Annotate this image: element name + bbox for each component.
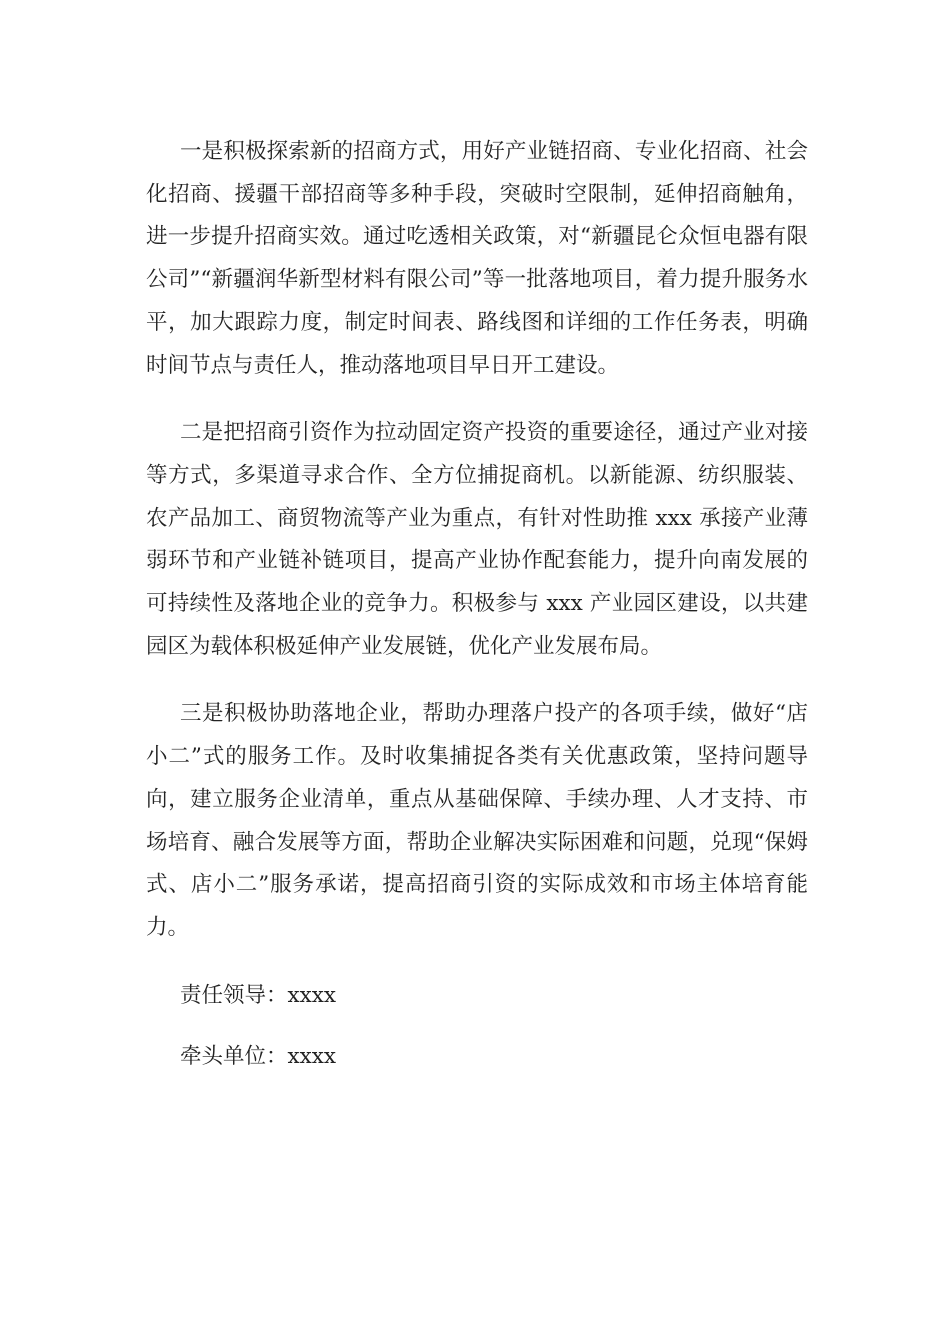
lead-unit: 牵头单位：xxxx <box>180 1044 337 1070</box>
paragraph-2: 二是把招商引资作为拉动固定资产投资的重要途径，通过产业对接等方式，多渠道寻求合作、全方位捕捉商机。以新能源、纺织服装、农产品加工、商贸物流等产业为重点，有针对性助推 xxx 承接产业薄弱环节和产业链补链项目，提高产业协作配套能力，提升向南发展的可持续性及落地企业的竞争力。积极参与 xxx 产业园区建设，以共建园区为载体积极延伸产业发展链，优化产业发展布局。 <box>146 420 808 659</box>
paragraph-3: 三是积极协助落地企业，帮助办理落户投产的各项手续，做好“店小二”式的服务工作。及时收集捕捉各类有关优惠政策，坚持问题导向，建立服务企业清单，重点从基础保障、手续办理、人才支持、市场培育、融合发展等方面，帮助企业解决实际困难和问题，兑现“保姆式、店小二”服务承诺，提高招商引资的实际成效和市场主体培育能力。 <box>146 701 808 940</box>
responsible-leader: 责任领导：xxxx <box>180 982 337 1008</box>
document-body <box>146 131 808 1098</box>
paragraph-1: 一是积极探索新的招商方式，用好产业链招商、专业化招商、社会化招商、援疆干部招商等多种手段，突破时空限制，延伸招商触角，进一步提升招商实效。通过吃透相关政策，对“新疆昆仑众恒电器有限公司”“新疆润华新型材料有限公司”等一批落地项目，着力提升服务水平，加大跟踪力度，制定时间表、路线图和详细的工作任务表，明确时间节点与责任人，推动落地项目早日开工建设。 <box>146 139 808 378</box>
